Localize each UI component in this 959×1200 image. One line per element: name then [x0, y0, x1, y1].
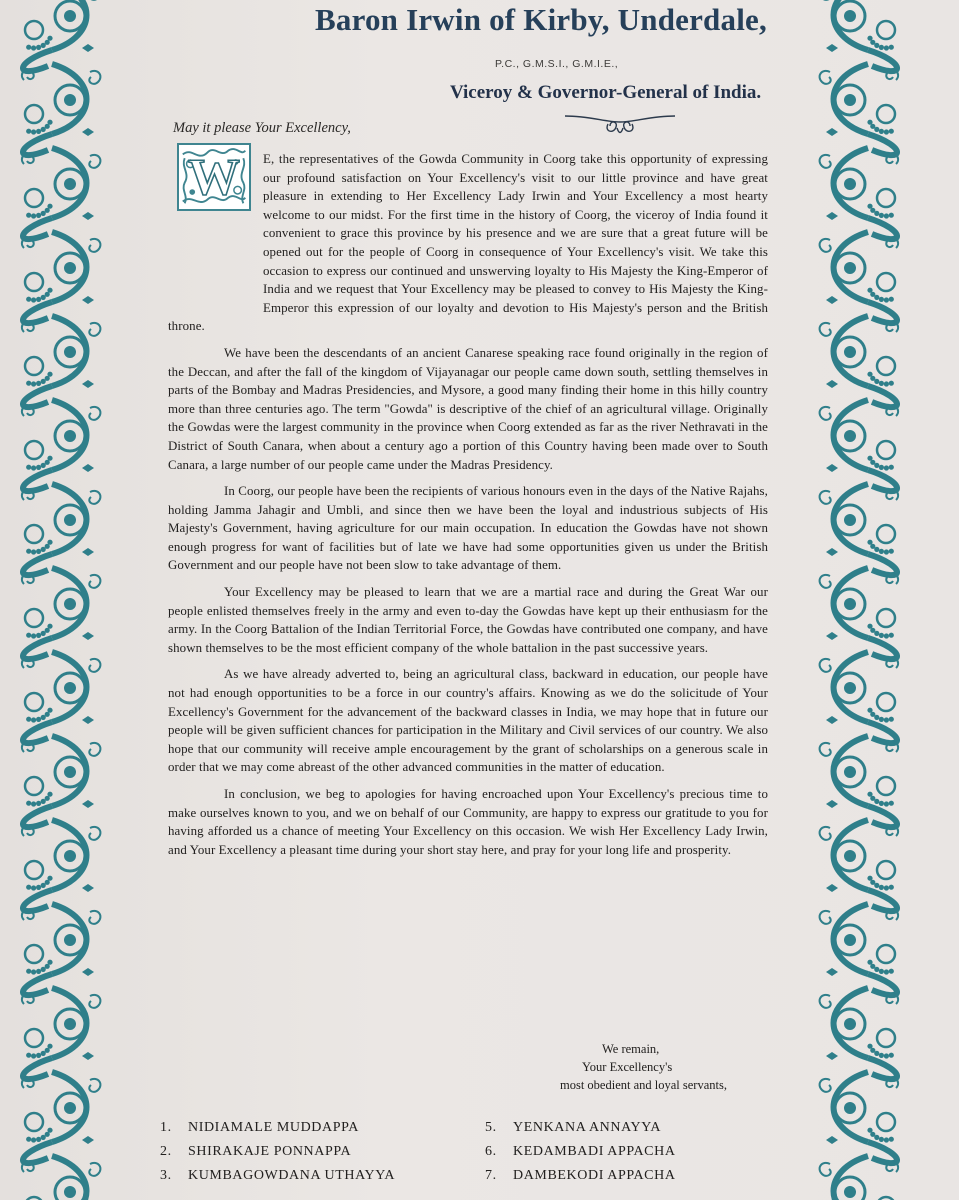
- signatory-name: KEDAMBADI APPACHA: [513, 1144, 676, 1159]
- paragraph-5: As we have already adverted to, being an agricultural class, backward in education, our people have not had enough opportunities to be a force in our country's affairs. Knowing as we do the solicitude of Your Excellency's Government for the advancement of the backward classes in India, we may hope that in future our people will be given sufficient chances for participation in the Military and Civil services of our country. We also hope that our community will receive ample encouragement by the grant of scholarships on a generous scale in order that we may come abreast of the other advanced communities in the matter of education.: [168, 667, 768, 775]
- paragraph-4: Your Excellency may be pleased to learn that we are a martial race and during the Great War our people enlisted themselves freely in the army and even to-day the Gowdas have kept up their enthusiasm for the army. In the Coorg Battalion of the Indian Territorial Force, the Gowdas have contributed one company, and have shown themselves to be the most efficient company of the whole battalion in the past successive years.: [168, 585, 768, 655]
- signatory-row: [485, 1140, 676, 1164]
- signatory-row: [160, 1140, 395, 1164]
- salutation: May it please Your Excellency,: [173, 120, 351, 136]
- signatory-name: NIDIAMALE MUDDAPPA: [188, 1120, 359, 1135]
- signatory-name: KUMBAGOWDANA UTHAYYA: [188, 1168, 396, 1183]
- closing-line-3: most obedient and loyal servants,: [560, 1078, 727, 1092]
- signatories-right-column: [485, 1116, 676, 1188]
- signatory-row: [160, 1164, 395, 1188]
- dropcap-letter: W: [188, 148, 240, 206]
- closing-block: [560, 1040, 727, 1094]
- signatory-number: 6.: [485, 1144, 497, 1159]
- signatory-name: YENKANA ANNAYYA: [513, 1120, 662, 1135]
- honours-line: P.C., G.M.S.I., G.M.I.E.,: [495, 58, 619, 70]
- paragraph-3: In Coorg, our people have been the recipients of various honours even in the days of the Native Rajahs, holding Jamma Jahagir and Umbli, and since then we have been the loyal and industrious subjects of His Majesty's Government, having agriculture for our main occupation. In education the Gowdas have not shown enough progress for want of facilities but of late we have had some opportunities given us under the British Government and our people have not been slow to take advantage of them.: [168, 484, 768, 573]
- viceroy-title: Viceroy & Governor-General of India.: [450, 82, 762, 103]
- signatory-number: 7.: [485, 1168, 497, 1183]
- addressee-name: Baron Irwin of Kirby, Underdale,: [315, 2, 767, 37]
- scroll-vine-border-right-icon: [800, 0, 920, 1200]
- signatory-row: [160, 1116, 395, 1140]
- closing-line-1: We remain,: [602, 1042, 660, 1056]
- signatory-name: DAMBEKODI APPACHA: [513, 1168, 676, 1183]
- address-content: [140, 0, 790, 1200]
- paragraph-1: E, the representatives of the Gowda Community in Coorg take this opportunity of expressing our profound satisfaction on Your Excellency's visit to our little province and have great pleasure in extending to Her Excellency Lady Irwin and Your Excellency a most hearty welcome to our midst. For the first time in the history of Coorg, the viceroy of India found it convenient to grace this province by his presence and we are sure that a great future will be opened out for the people of Coorg in consequence of Your Excellency's visit. We take this occasion to express our continued and unswerving loyalty to His Majesty the King-Emperor of India and we request that Your Excellency may be pleased to convey to His Majesty the King-Emperor this expression of our loyalty and devotion to His Majesty's person and the British throne.: [168, 152, 768, 334]
- signatory-name: SHIRAKAJE PONNAPPA: [188, 1144, 352, 1159]
- flourish-ornament-icon: [560, 108, 680, 136]
- signatory-row: [485, 1116, 676, 1140]
- signatory-number: 1.: [160, 1120, 172, 1135]
- address-body: [168, 150, 768, 867]
- signatory-row: [485, 1164, 676, 1188]
- paragraph-2: We have been the descendants of an ancient Canarese speaking race found originally in the region of the Deccan, and after the fall of the kingdom of Vijayanagar our people came down south, settling themselves in parts of the Bombay and Madras Presidencies, and Mysore, a good many finding their home in this hilly country more than three centuries ago. The term "Gowda" is descriptive of the chief of an agricultural village. Originally the Gowdas were the largest community in the province when Coorg extended as far as the river Nethravati in the District of South Canara, when about a century ago a portion of this Country having been made over to South Canara, a large number of our people came under the Madras Presidency.: [168, 345, 768, 472]
- scroll-vine-border-left-icon: [0, 0, 120, 1200]
- signatory-number: 3.: [160, 1168, 172, 1183]
- signatory-number: 5.: [485, 1120, 497, 1135]
- signatories-left-column: [160, 1116, 395, 1188]
- paragraph-6: In conclusion, we beg to apologies for having encroached upon Your Excellency's precious time to make ourselves known to you, and we on behalf of our Community, are happy to express our gratitude to you for having afforded us a chance of meeting Your Excellency on this occasion. We wish Her Excellency Lady Irwin, and Your Excellency a pleasant time during your short stay here, and pray for your long life and prosperity.: [168, 787, 768, 857]
- signatory-number: 2.: [160, 1144, 172, 1159]
- closing-line-2: Your Excellency's: [582, 1060, 673, 1074]
